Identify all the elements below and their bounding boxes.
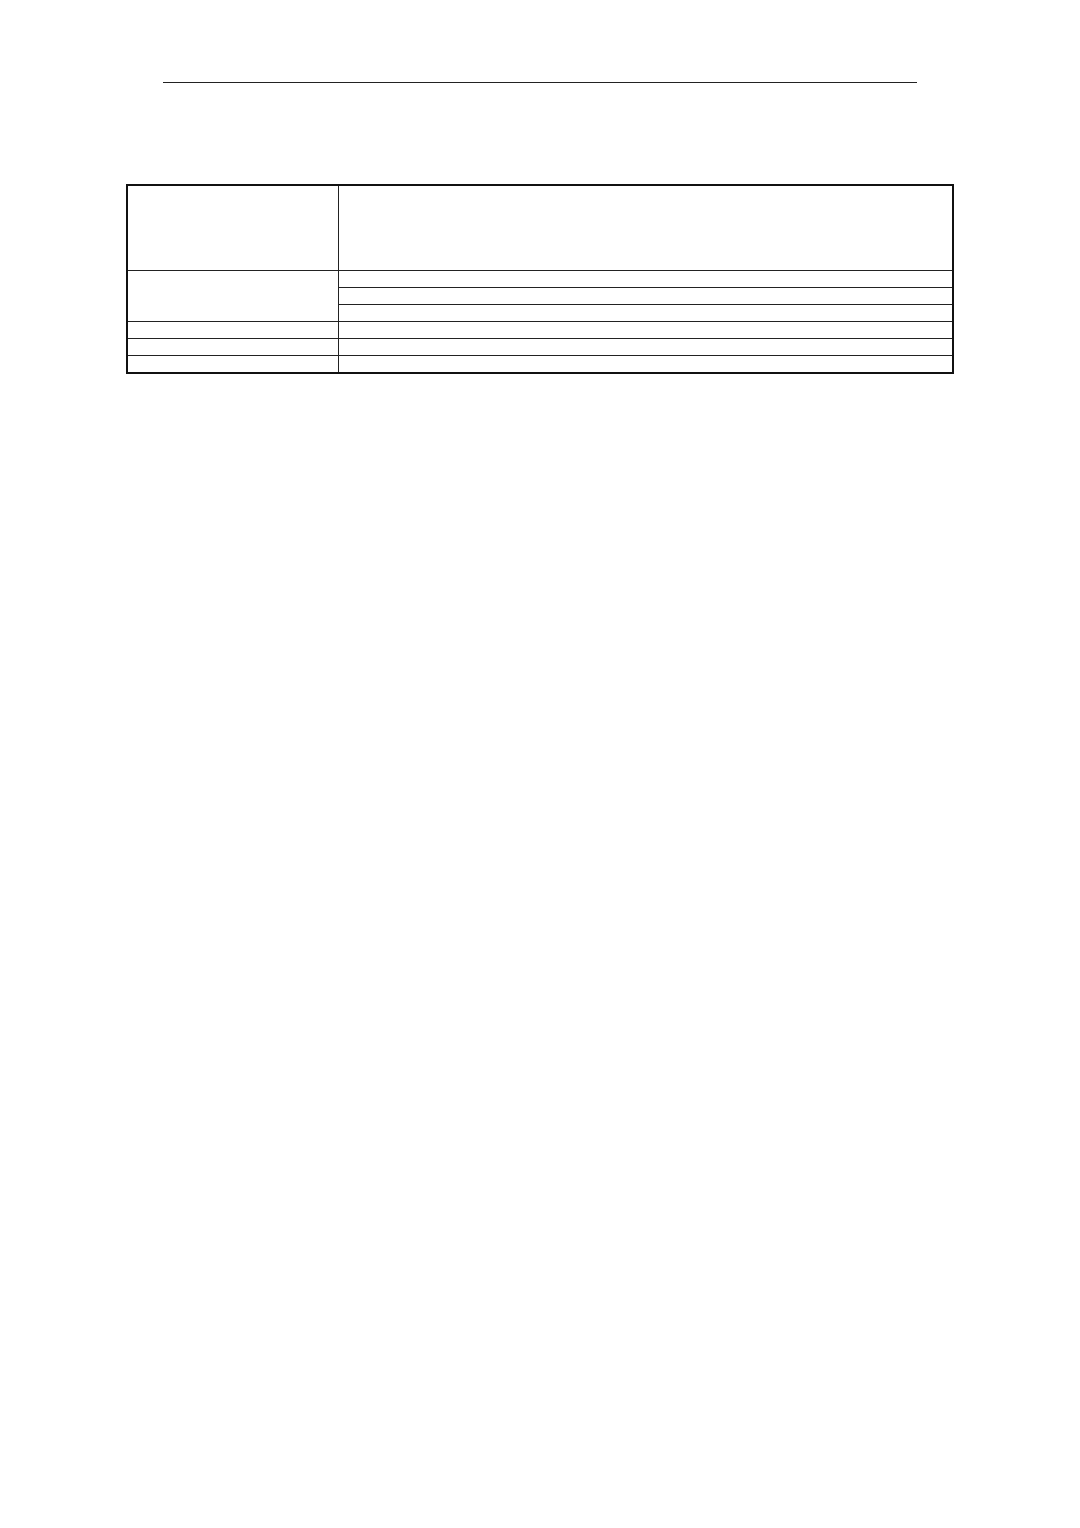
content-cell	[339, 322, 954, 339]
content-cell	[339, 305, 954, 322]
column-header-content	[339, 185, 954, 271]
issue-cell	[127, 322, 339, 339]
table-row	[127, 356, 953, 374]
table-row	[127, 271, 953, 288]
issue-cell	[127, 271, 339, 322]
table-row	[127, 339, 953, 356]
column-header-issue	[127, 185, 339, 271]
running-header	[163, 76, 917, 83]
table-row	[127, 322, 953, 339]
content-cell	[339, 356, 954, 374]
issues-table	[126, 184, 954, 374]
table-header-row	[127, 185, 953, 271]
issue-cell	[127, 339, 339, 356]
content-cell	[339, 271, 954, 288]
content-cell	[339, 288, 954, 305]
issue-cell	[127, 356, 339, 374]
content-cell	[339, 339, 954, 356]
